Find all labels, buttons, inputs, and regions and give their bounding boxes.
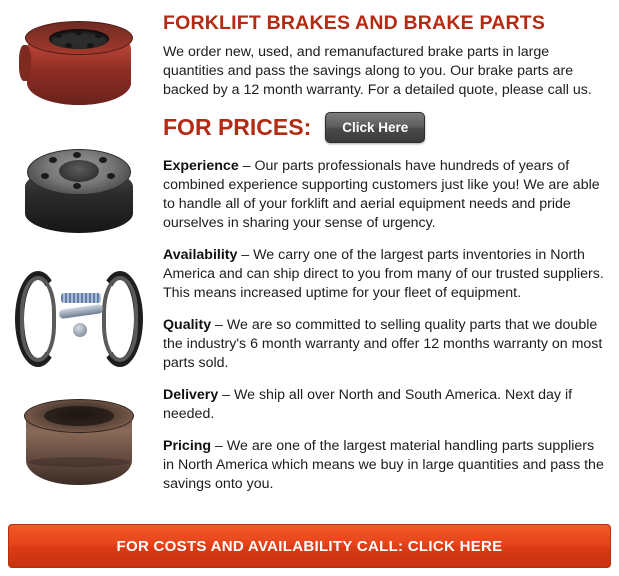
product-image-red-brake-drum (4, 6, 154, 128)
text-column (157, 0, 619, 516)
section-heading-pricing: Pricing (163, 438, 212, 454)
intro-paragraph: We order new, used, and remanufactured brake parts in large quantities and pass the savings along to you. Our brake parts are backed by a 12 month warranty. For a detailed quote, please call us. (163, 44, 592, 98)
footer-call-to-action-bar[interactable]: FOR COSTS AND AVAILABILITY CALL: CLICK HERE (8, 524, 611, 568)
section-body-pricing: We are one of the largest material handling parts suppliers in North America which means we buy in large quantities and pass the savings onto you. (163, 438, 604, 492)
section-heading-availability: Availability (163, 247, 238, 263)
for-prices-label: FOR PRICES: (163, 114, 312, 140)
click-here-button[interactable]: Click Here (325, 112, 425, 143)
product-image-grey-brake-drum (4, 132, 154, 254)
section-dash-availability: – (237, 247, 254, 263)
product-image-column (0, 0, 157, 516)
section-pricing (163, 437, 605, 494)
section-dash-delivery: – (218, 387, 234, 403)
section-experience (163, 157, 605, 233)
grey-brake-drum-icon (19, 147, 139, 239)
product-image-brake-shoes (4, 258, 154, 380)
section-quality (163, 316, 605, 373)
brake-shoe-set-icon (9, 267, 149, 371)
section-body-quality: We are so committed to selling quality parts that we double the industry's 6 month warranty and offer 12 months warranty on most parts sold. (163, 317, 603, 371)
section-availability (163, 246, 605, 303)
section-body-availability: We carry one of the largest parts inventories in North America and can ship direct to you from many of our trusted suppliers. This means increased uptime for your fleet of equipment. (163, 247, 604, 301)
section-heading-experience: Experience (163, 158, 239, 174)
section-delivery (163, 386, 605, 424)
section-dash-quality: – (211, 317, 227, 333)
product-image-bronze-brake-drum (4, 384, 154, 506)
section-heading-delivery: Delivery (163, 387, 219, 403)
for-prices-row (163, 112, 605, 143)
section-body-experience: Our parts professionals have hundreds of years of combined experience supporting customers just like you! We are able to handle all of your forklift and aerial equipment needs and pride ourselves in sharing your sense of urgency. (163, 158, 600, 231)
page-title: FORKLIFT BRAKES AND BRAKE PARTS (163, 12, 546, 34)
section-body-delivery: We ship all over North and South America. Next day if needed. (163, 387, 573, 422)
section-heading-quality: Quality (163, 317, 212, 333)
red-brake-drum-icon (19, 19, 139, 115)
section-dash-experience: – (238, 158, 255, 174)
section-dash-pricing: – (211, 438, 227, 454)
bronze-brake-drum-icon (18, 399, 140, 491)
